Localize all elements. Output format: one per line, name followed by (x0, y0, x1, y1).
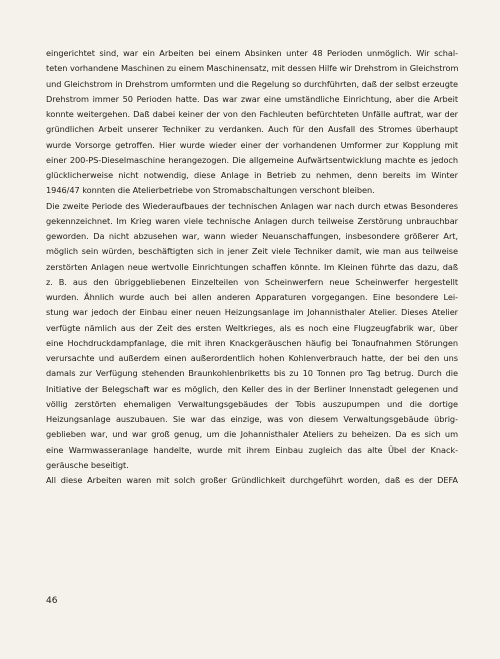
text-line: eine Warmwasseranlage handelte, wurde mit ihrem Einbau zugleich das alte Übel der Knack- (46, 444, 458, 455)
text-line: teten vorhandene Maschinen zu einem Maschinensatz, mit dessen Hilfe wir Drehstrom in Gleichstrom (46, 63, 458, 74)
text-line: völlig zerstörten ehemaligen Verwaltungsgebäudes der Tobis auszupumpen und die dortige (46, 398, 458, 409)
text-line: wurden. Ähnlich wurde auch bei allen anderen Apparaturen vorgegangen. Eine besondere Lei- (46, 292, 458, 302)
text-line: zerstörten Anlagen neue wertvolle Einrichtungen schaffen könnte. Im Kleinen führte das dazu, daß (46, 261, 458, 272)
text-line: möglich sein würden, beschäftigten sich in jener Zeit viele Techniker damit, wie man aus teilweise (46, 246, 458, 257)
text-line: geblieben war, und war groß genug, um die Johannisthaler Ateliers zu beheizen. Da es sich um (46, 429, 458, 440)
text-line: Drehstrom immer 50 Perioden hatte. Das war zwar eine umständliche Einrichtung, aber die Arbeit (46, 93, 458, 104)
text-line: gründlichen Arbeit unserer Techniker zu verdanken. Auch für den Ausfall des Stromes überhaupt (46, 124, 458, 135)
text-line: damals zur Verfügung stehenden Braunkohlenbriketts bis zu 10 Tonnen pro Tag betrug. Durch die (46, 368, 458, 379)
text-line: 1946/47 konnten die Atelierbetriebe von Stromabschaltungen verschont bleiben. (46, 185, 375, 196)
page-number: 46 (46, 596, 58, 606)
text-line: eine Hochdruckdampfanlage, die mit ihren Knackgeräuschen häufig bei Tonaufnahmen Störungen (46, 337, 458, 348)
text-line: einer 200-PS-Dieselmaschine herangezogen. Die allgemeine Aufwärtsentwicklung machte es jedoch (46, 154, 458, 165)
text-line: All diese Arbeiten waren mit solch großer Gründlichkeit durchgeführt worden, daß es der DEFA (46, 475, 458, 485)
text-line: glücklicherweise nicht notwendig, diese Anlage in Betrieb zu nehmen, denn bereits im Winter (46, 170, 458, 180)
text-line: Heizungsanlage auszubauen. Sie war das einzige, was von diesem Verwaltungsgebäude übrig- (46, 414, 458, 424)
text-line: Die zweite Periode des Wiederaufbaues der technischen Anlagen war nach durch etwas Besonderes (46, 200, 458, 211)
text-line: gekennzeichnet. Im Krieg waren viele technische Anlagen durch teilweise Zerstörung unbrauchbar (46, 215, 458, 226)
text-line: stung war jedoch der Einbau einer neuen Heizungsanlage im Johannisthaler Atelier. Dieses Atelier (46, 307, 458, 318)
text-line: z. B. aus den übriggebliebenen Einzelteilen von Scheinwerfern neue Scheinwerfer hergestellt (46, 276, 458, 287)
text-line: verursachte und außerdem einen außerordentlich hohen Kohlenverbrauch hatte, der bei den uns (46, 353, 458, 363)
text-line: verfügte nämlich aus der Zeit des ersten Weltkrieges, als es noch eine Flugzeugfabrik war, über (46, 322, 458, 333)
text-line: geworden. Da nicht abzusehen war, wann wieder Neuanschaffungen, insbesondere größerer Art, (46, 231, 458, 241)
body-text (46, 46, 458, 488)
text-line: und Gleichstrom in Drehstrom umformten und die Regelung so durchführten, daß der selbst erzeugte (46, 78, 458, 89)
text-line: konnte weitergehen. Daß dabei keiner der von den Fachleuten befürchteten Unfälle auftrat, war der (46, 109, 458, 119)
text-line: eingerichtet sind, war ein Arbeiten bei einem Absinken unter 48 Perioden unmöglich. Wir schal- (46, 48, 458, 58)
text-line: geräusche beseitigt. (46, 459, 129, 470)
text-line: Initiative der Belegschaft war es möglich, den Keller des in der Berliner Innenstadt gelegenen und (46, 383, 458, 394)
text-line: wurde Vorsorge getroffen. Hier wurde wieder einer der vorhandenen Umformer zur Kopplung mit (46, 139, 458, 150)
